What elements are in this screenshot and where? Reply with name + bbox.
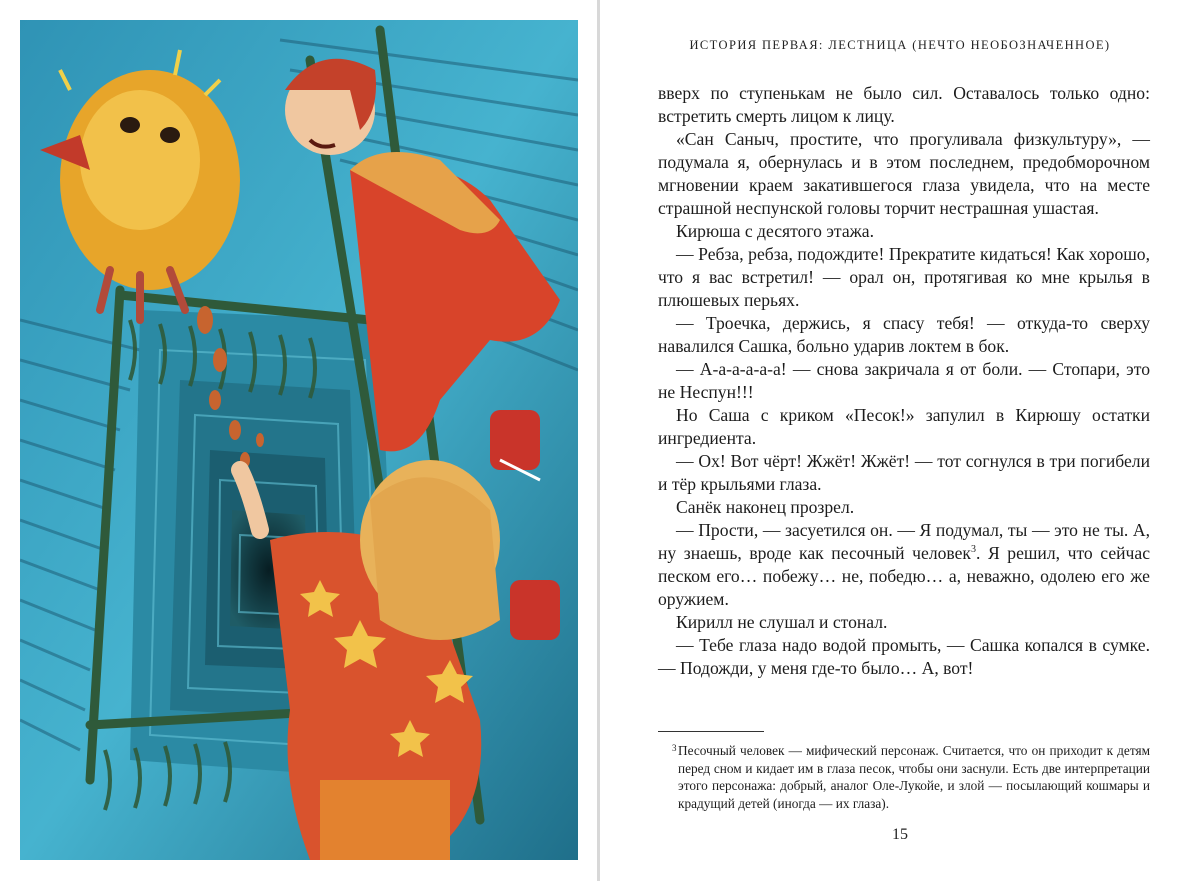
right-page — [600, 0, 1200, 881]
footnote-reference[interactable]: 3 — [970, 544, 976, 556]
paragraph: — А-а-а-а-а-а! — снова закричала я от боли. — Стопари, это не Неспун!!! — [658, 359, 1150, 402]
left-page — [0, 0, 598, 881]
footnote-mark: 3 — [672, 743, 677, 753]
paragraph: — Ох! Вот чёрт! Жжёт! Жжёт! — тот согнулся в три погибели и тёр крыльями глаза. — [658, 451, 1150, 494]
paragraph: — Троечка, держись, я спасу тебя! — откуда-то сверху навалился Сашка, больно ударив локтем в бок. — [658, 313, 1150, 356]
body-text — [658, 82, 1150, 680]
footnote-rule — [658, 731, 764, 732]
paragraph: «Сан Саныч, простите, что прогуливала физкультуру», — подумала я, обернулась и в этом последнем, предобморочном мгновении краем закатившегося глаза увидела, что на месте страшной неспунской головы торчит нестрашная ушастая. — [658, 129, 1150, 218]
paragraph: Но Саша с криком «Песок!» запулил в Кирюшу остатки ингредиента. — [658, 405, 1150, 448]
paragraph: Санёк наконец прозрел. — [676, 497, 855, 517]
paragraph: — Ребза, ребза, подождите! Прекратите кидаться! Как хорошо, что я вас встретил! — орал он, протягивая ко мне крылья в плюшевых перьях. — [658, 244, 1150, 310]
running-head: ИСТОРИЯ ПЕРВАЯ: ЛЕСТНИЦА (НЕЧТО НЕОБОЗНАЧЕННОЕ) — [689, 38, 1111, 52]
paragraph: Кирюша с десятого этажа. — [676, 221, 875, 241]
paragraph-with-footnote — [658, 519, 1150, 611]
paragraph: Кирилл не слушал и стонал. — [676, 612, 888, 632]
page-number: 15 — [892, 826, 908, 843]
paragraph-text: — Прости, — засуетился он. — Я подумал, ты — это не ты. А, ну знаешь, вроде как песочный человек — [658, 520, 1150, 563]
footnote-text: Песочный человек — мифический персонаж. Считается, что он приходит к детям перед сном и кидает им в глаза песок, чтобы они заснули. Есть две интерпретации этого персонажа: добрый, аналог Оле-Лукойе, и злой — посылающий кошмары и крадущий детей (иногда — их глаза). — [678, 743, 1150, 811]
paragraph-text: . Я решил, что сейчас песком его… побежу… не, победю… а, неважно, одолею его же оружием. — [658, 543, 1151, 609]
footnote — [658, 742, 1150, 812]
stairwell-illustration — [20, 20, 578, 860]
paragraph: вверх по ступенькам не было сил. Оставалось только одно: встретить смерть лицом к лицу. — [658, 83, 1150, 126]
paragraph: — Тебе глаза надо водой промыть, — Сашка копался в сумке. — Подожди, у меня где-то было… А, вот! — [658, 635, 1150, 678]
